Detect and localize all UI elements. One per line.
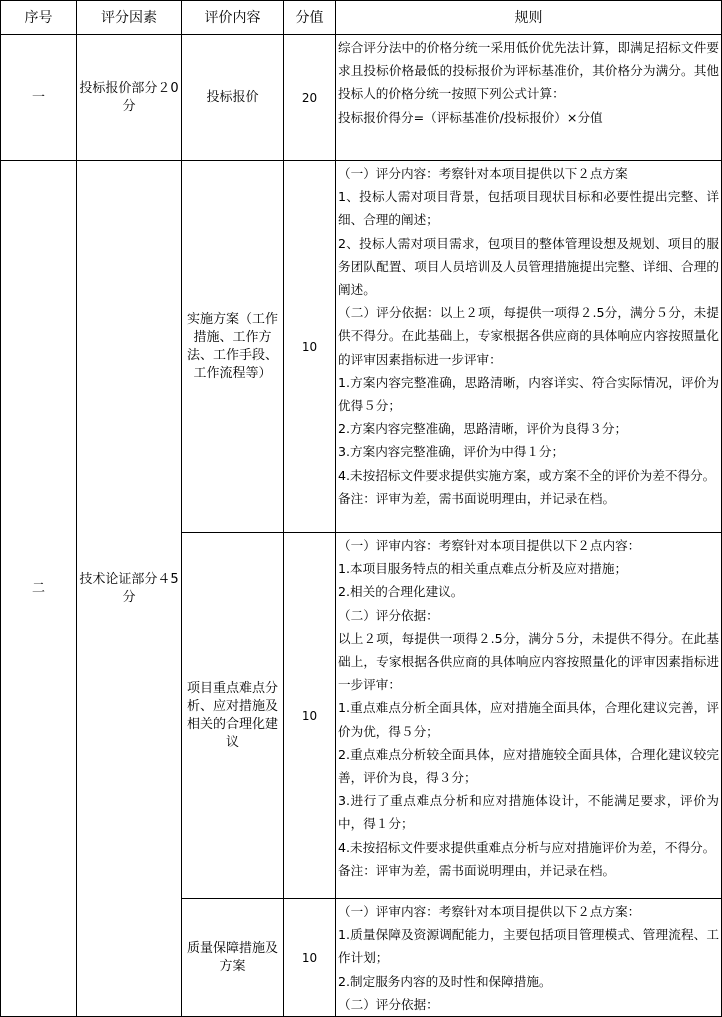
row-rules: [336, 161, 722, 533]
rule-line: 备注：评审为差，需书面说明理由，并记录在档。: [338, 862, 616, 878]
rule-line: 3.进行了重点难点分析和应对措施体设计，不能满足要求，评价为中，得１分；: [338, 793, 719, 832]
row-content: 质量保障措施及方案: [182, 899, 284, 1017]
rule-line: 1、投标人需对项目背景，包括项目现状目标和必要性提出完整、详细、合理的阐述；: [338, 189, 719, 228]
rule-line: 4.未按招标文件要求提供重难点分析与应对措施评价为差，不得分。: [338, 839, 716, 855]
rule-line: 2.重点难点分析较全面具体，应对措施较全面具体，合理化建议较完善，评价为良，得３分；: [338, 746, 719, 786]
rule-line: 1.重点难点分析全面具体，应对措施全面具体，合理化建议完善，评价为优，得５分；: [338, 700, 719, 739]
table-header-row: [1, 1, 722, 35]
table-row: [1, 161, 722, 533]
rule-line: （一）评审内容：考察针对本项目提供以下２点内容：: [338, 538, 641, 553]
rule-line: 2.相关的合理化建议。: [338, 584, 464, 600]
row-content: 投标报价: [182, 35, 284, 161]
rule-line: 以上２项，每提供一项得２.5分，满分５分，未提供不得分。在此基础上，专家根据各供应商的具体响应内容按照量化的评审因素指标进一步评审：: [338, 630, 719, 693]
rule-line: 综合评分法中的价格分统一采用低价优先法计算，即满足招标文件要求且投标价格最低的投标报价为评标基准价，其价格分为满分。其他投标人的价格分统一按照下列公式计算：: [338, 40, 719, 102]
row-score: 10: [284, 533, 336, 899]
rule-line: 1.本项目服务特点的相关重点难点分析及应对措施；: [338, 561, 628, 577]
rule-line: （二）评分依据：: [338, 607, 439, 623]
rule-line: 2.制定服务内容的及时性和保障措施。: [338, 973, 552, 989]
header-score: 分值: [284, 1, 336, 35]
row-score: 20: [284, 35, 336, 161]
table-row: [1, 35, 722, 161]
header-content: 评价内容: [182, 1, 284, 35]
rule-line: （二）评分依据：以上２项，每提供一项得２.5分，满分５分，未提供不得分。在此基础上，专家根据各供应商的具体响应内容按照量化的评审因素指标进一步评审：: [338, 305, 719, 367]
row-seq: 二: [1, 161, 77, 1017]
rule-line: 备注：评审为差，需书面说明理由，并记录在档。: [338, 490, 616, 506]
rule-line: 1.方案内容完整准确，思路清晰，内容详实、符合实际情况，评价为优得５分；: [338, 374, 719, 414]
header-rules: 规则: [336, 1, 722, 35]
row-factor: 投标报价部分２0分: [77, 35, 182, 161]
rule-line: 3.方案内容完整准确，评价为中得１分；: [338, 444, 565, 460]
row-rules: [336, 533, 722, 899]
row-score: 10: [284, 161, 336, 533]
rule-line: （二）评分依据：: [338, 996, 439, 1012]
row-rules: [336, 35, 722, 161]
rule-line: 4.未按招标文件要求提供实施方案，或方案不全的评价为差不得分。: [338, 467, 716, 483]
row-seq: 一: [1, 35, 77, 161]
row-content: 项目重点难点分析、应对措施及相关的合理化建议: [182, 533, 284, 899]
row-content: 实施方案（工作措施、工作方法、工作手段、工作流程等）: [182, 161, 284, 533]
header-seq: 序号: [1, 1, 77, 35]
rule-line: 2、投标人需对项目需求，包项目的整体管理设想及规划、项目的服务团队配置、项目人员培训及人员管理措施提出完整、详细、合理的阐述。: [338, 235, 719, 298]
row-rules: [336, 899, 722, 1017]
rule-line: 1.质量保障及资源调配能力，主要包括项目管理模式、管理流程、工作计划；: [338, 927, 719, 966]
header-factor: 评分因素: [77, 1, 182, 35]
rule-line: （一）评分内容：考察针对本项目提供以下２点方案: [338, 166, 628, 181]
row-score: 10: [284, 899, 336, 1017]
rule-line: （一）评审内容：考察针对本项目提供以下２点方案：: [338, 904, 641, 919]
row-factor: 技术论证部分４5分: [77, 161, 182, 1017]
rule-line: 投标报价得分=（评标基准价/投标报价）×分值: [338, 109, 603, 125]
rule-line: 2.方案内容完整准确，思路清晰，评价为良得３分；: [338, 421, 628, 437]
